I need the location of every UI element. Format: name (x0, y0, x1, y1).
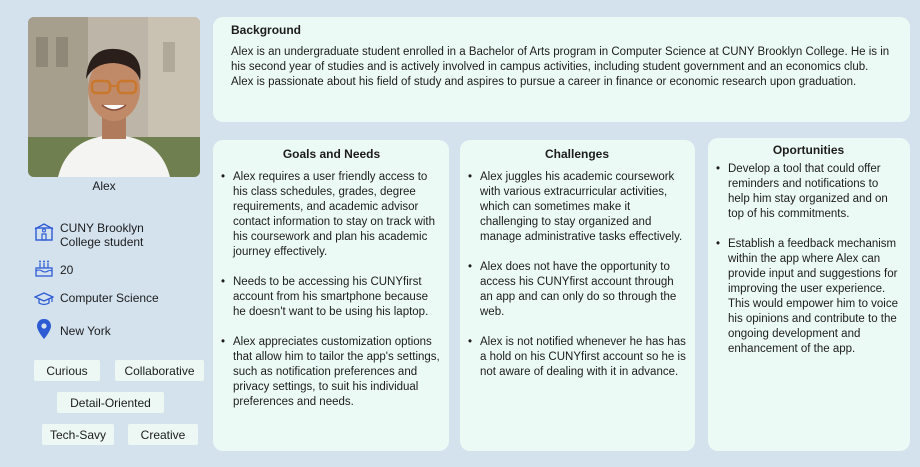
goals-title: Goals and Needs (282, 147, 381, 161)
list-item: • Alex is not notified whenever he has has a hold on his CUNYfirst account so he is not aware of dealing with it in advance. (467, 335, 687, 380)
trait-tag: Curious (34, 360, 100, 381)
info-major (33, 288, 159, 310)
graduation-cap-icon (33, 288, 55, 310)
list-item: • Alex requires a user friendly access to his class schedules, grades, degree requirements, and academic advisor contact information to stay on track with his coursework and plan his academic journey effectively. (220, 170, 443, 260)
opportunities-list (715, 162, 902, 357)
list-item: • Alex appreciates customization options that allow him to tailor the app's settings, such as notification preferences and privacy settings, to suit his individual preferences and needs. (220, 335, 443, 410)
list-item: • Develop a tool that could offer reminders and notifications to help him stay organized and on top of his commitments. (715, 162, 902, 222)
challenges-list (467, 170, 687, 380)
list-item: • Alex does not have the opportunity to access his CUNYfirst account through an app and can only do so through the web. (467, 260, 687, 320)
info-location (33, 318, 111, 340)
school-icon (33, 221, 55, 243)
opportunities-title: Oportunities (772, 143, 845, 157)
list-item: • Alex juggles his academic coursework with various extracurricular activities, which can sometimes make it challenging to stay organized and manage administrative tasks effectively. (467, 170, 687, 245)
school-text: CUNY Brooklyn College student (60, 221, 144, 249)
list-item: • Establish a feedback mechanism within the app where Alex can provide input and suggestions for improving the user experience. This would empower him to voice his opinions and contribute to the ongoing development and enhancement of the app. (715, 237, 902, 357)
background-card (213, 17, 910, 122)
trait-tag: Collaborative (115, 360, 204, 381)
opportunities-card (708, 138, 910, 451)
location-pin-icon (33, 318, 55, 340)
info-age (33, 257, 73, 279)
major-text: Computer Science (60, 291, 159, 305)
goals-list (220, 170, 443, 410)
list-item: • Needs to be accessing his CUNYfirst account from his smartphone because he doesn't want to be using his laptop. (220, 275, 443, 320)
persona-name: Alex (92, 179, 116, 193)
challenges-title: Challenges (544, 147, 610, 161)
age-text: 20 (60, 263, 74, 277)
challenges-card (460, 140, 695, 451)
background-text: Alex is an undergraduate student enrolled in a Bachelor of Arts program in Computer Science at CUNY Brooklyn College. He is in his second year of studies and is actively involved in campus activities, including student government and an economics club. Alex is passionate about his field of study and aspires to pursue a career in finance or economic research upon graduation. (231, 46, 890, 88)
location-text: New York (60, 324, 111, 338)
cake-icon (33, 257, 55, 279)
trait-tag: Tech-Savy (42, 424, 114, 445)
background-title: Background (231, 23, 302, 37)
trait-tag: Detail-Oriented (57, 392, 164, 413)
profile-photo (28, 17, 200, 177)
trait-tag: Creative (128, 424, 198, 445)
goals-card (213, 140, 449, 451)
info-school (33, 221, 180, 249)
person-photo-illustration (28, 17, 200, 177)
